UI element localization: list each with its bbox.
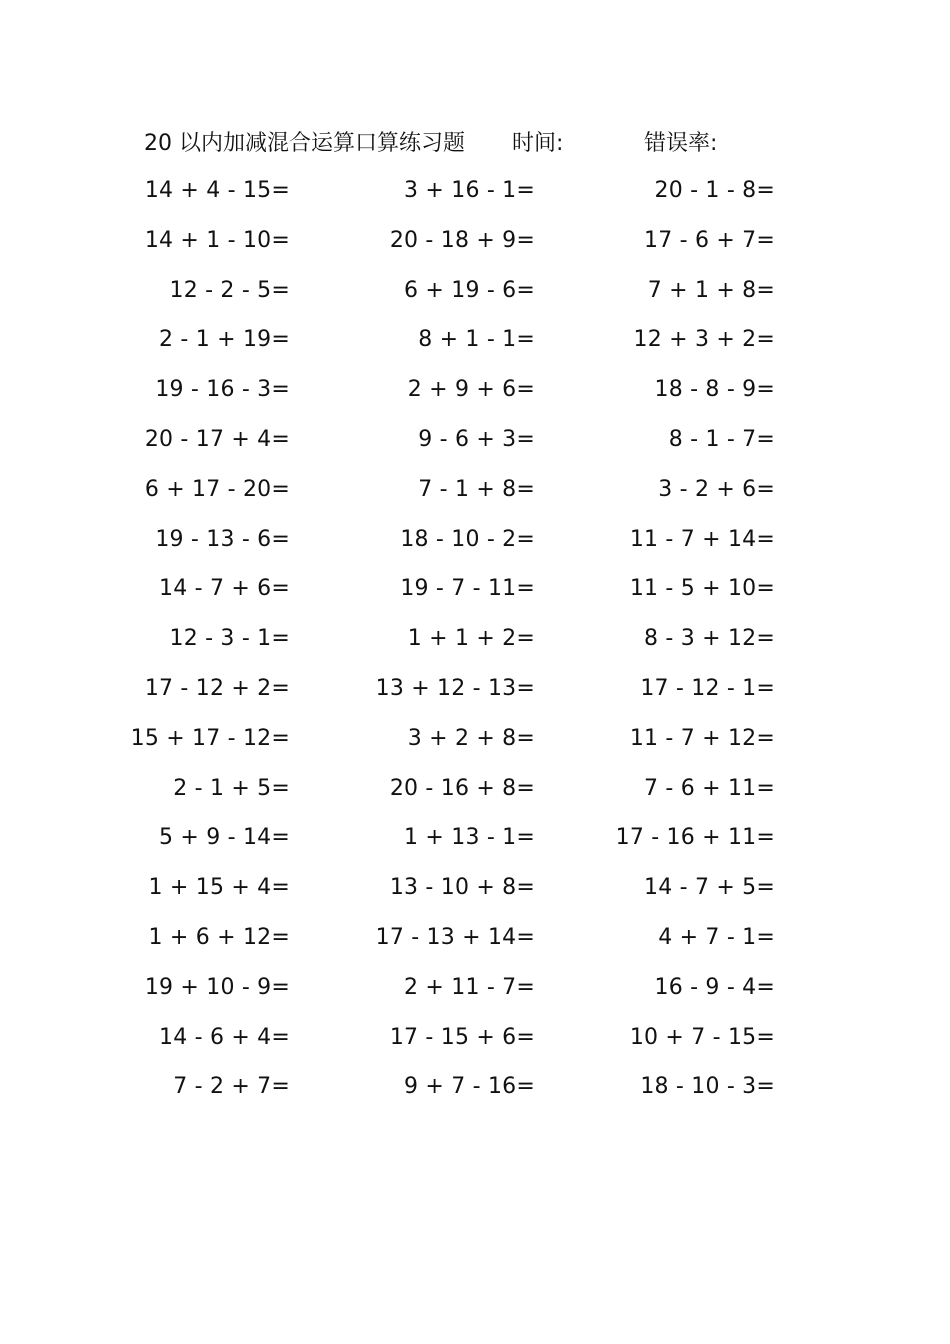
- problem-item: 10 + 7 - 15=: [629, 1024, 775, 1050]
- problem-item: 17 - 13 + 14=: [375, 924, 535, 950]
- problem-item: 14 - 6 + 4=: [159, 1024, 290, 1050]
- problem-item: 6 + 17 - 20=: [144, 476, 290, 502]
- problem-row: [0, 564, 950, 614]
- problem-item: 19 - 13 - 6=: [155, 526, 290, 552]
- problem-item: 17 - 15 + 6=: [389, 1024, 535, 1050]
- worksheet-title: 20 以内加减混合运算口算练习题: [144, 131, 465, 156]
- problem-item: 17 - 12 + 2=: [144, 675, 290, 701]
- problem-item: 18 - 8 - 9=: [654, 377, 775, 403]
- problem-row: [0, 266, 950, 316]
- problem-item: 11 - 7 + 14=: [629, 526, 775, 552]
- problem-item: 20 - 1 - 8=: [654, 178, 775, 203]
- problem-row: [0, 465, 950, 515]
- problem-row: [0, 216, 950, 266]
- problem-item: 16 - 9 - 4=: [654, 974, 775, 1000]
- problem-item: 2 + 9 + 6=: [407, 377, 535, 403]
- problem-item: 5 + 9 - 14=: [159, 825, 290, 851]
- problem-item: 8 - 3 + 12=: [644, 626, 775, 652]
- problem-row: [0, 415, 950, 465]
- problem-item: 18 - 10 - 2=: [400, 526, 535, 552]
- problem-item: 19 - 16 - 3=: [155, 377, 290, 403]
- problem-row: [0, 1062, 950, 1112]
- problem-item: 17 - 12 - 1=: [640, 675, 775, 701]
- problem-grid: [0, 166, 950, 1112]
- problem-item: 9 - 6 + 3=: [418, 426, 535, 452]
- problem-item: 8 - 1 - 7=: [668, 426, 775, 452]
- problem-item: 14 + 4 - 15=: [144, 178, 290, 203]
- problem-row: [0, 515, 950, 565]
- problem-item: 2 - 1 + 19=: [159, 327, 290, 353]
- problem-item: 2 - 1 + 5=: [173, 775, 290, 801]
- problem-row: [0, 963, 950, 1013]
- problem-row: [0, 614, 950, 664]
- problem-item: 1 + 1 + 2=: [407, 626, 535, 652]
- problem-row: [0, 365, 950, 415]
- problem-item: 3 + 2 + 8=: [407, 725, 535, 751]
- problem-item: 11 - 7 + 12=: [629, 725, 775, 751]
- problem-item: 12 - 2 - 5=: [169, 277, 290, 303]
- problem-item: 14 + 1 - 10=: [144, 227, 290, 253]
- problem-item: 14 - 7 + 5=: [644, 875, 775, 901]
- problem-item: 14 - 7 + 6=: [159, 576, 290, 602]
- problem-item: 20 - 18 + 9=: [389, 227, 535, 253]
- problem-item: 7 + 1 + 8=: [647, 277, 775, 303]
- problem-item: 13 - 10 + 8=: [389, 875, 535, 901]
- problem-item: 7 - 2 + 7=: [173, 1074, 290, 1100]
- problem-item: 6 + 19 - 6=: [404, 277, 535, 303]
- problem-item: 12 - 3 - 1=: [169, 626, 290, 652]
- problem-item: 19 + 10 - 9=: [144, 974, 290, 1000]
- problem-item: 4 + 7 - 1=: [658, 924, 775, 950]
- problem-row: [0, 315, 950, 365]
- problem-item: 3 - 2 + 6=: [658, 476, 775, 502]
- problem-item: 12 + 3 + 2=: [633, 327, 775, 353]
- problem-row: [0, 714, 950, 764]
- problem-item: 7 - 1 + 8=: [418, 476, 535, 502]
- error-rate-label: 错误率:: [644, 131, 718, 156]
- problem-item: 2 + 11 - 7=: [404, 974, 535, 1000]
- problem-item: 11 - 5 + 10=: [629, 576, 775, 602]
- problem-item: 13 + 12 - 13=: [375, 675, 535, 701]
- problem-item: 17 - 6 + 7=: [644, 227, 775, 253]
- problem-row: [0, 664, 950, 714]
- problem-item: 9 + 7 - 16=: [404, 1074, 535, 1100]
- problem-item: 20 - 17 + 4=: [144, 426, 290, 452]
- problem-item: 1 + 13 - 1=: [404, 825, 535, 851]
- problem-row: [0, 166, 950, 216]
- problem-row: [0, 863, 950, 913]
- problem-item: 1 + 6 + 12=: [148, 924, 290, 950]
- problem-item: 7 - 6 + 11=: [644, 775, 775, 801]
- problem-row: [0, 764, 950, 814]
- problem-item: 19 - 7 - 11=: [400, 576, 535, 602]
- problem-row: [0, 813, 950, 863]
- problem-item: 15 + 17 - 12=: [130, 725, 290, 751]
- worksheet-header: [0, 124, 950, 164]
- problem-item: 20 - 16 + 8=: [389, 775, 535, 801]
- time-label: 时间:: [512, 131, 564, 156]
- problem-item: 8 + 1 - 1=: [418, 327, 535, 353]
- problem-item: 1 + 15 + 4=: [148, 875, 290, 901]
- problem-row: [0, 1013, 950, 1063]
- problem-item: 17 - 16 + 11=: [615, 825, 775, 851]
- problem-item: 3 + 16 - 1=: [404, 178, 535, 203]
- problem-item: 18 - 10 - 3=: [640, 1074, 775, 1100]
- problem-row: [0, 913, 950, 963]
